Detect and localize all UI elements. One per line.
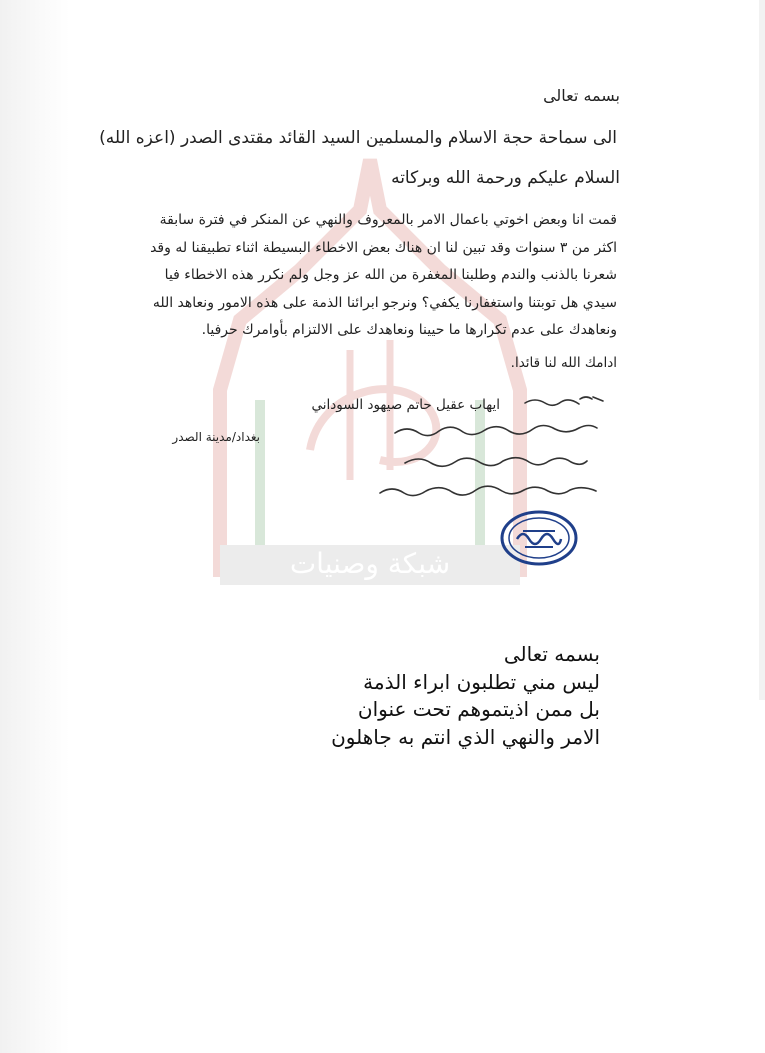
letter-greeting: السلام عليكم ورحمة الله وبركاته [391,168,620,188]
typed-reply-line: بسمه تعالى [503,642,600,666]
sender-name: ايهاب عقيل حاتم صيهود السوداني [311,397,500,413]
typed-reply-line: الامر والنهي الذي انتم به جاهلون [331,724,600,749]
typed-reply [331,641,600,751]
typed-reply-line: بل ممن اذيتموهم تحت عنوان [357,697,600,721]
typed-reply-line: ليس مني تطلبون ابراء الذمة [363,669,600,694]
letter-body-line: سيدي هل توبتنا واستغفارنا يكفي؟ ونرجو ابرائنا الذمة على هذه الامور ونعاهد الله [152,294,617,311]
letter-closing: ادامك الله لنا قائدا. [510,355,617,371]
letter-basmala: بسمه تعالى [543,86,620,105]
letter-body-line: قمت انا وبعض اخوتي باعمال الامر بالمعروف والنهي عن المنكر في فترة سابقة [159,212,617,228]
watermark-text: شبكة وصنيات [289,547,451,580]
handwritten-reply [375,385,620,510]
letter-body-line: شعرنا بالذنب والندم وطلبنا المغفرة من الله عز وجل ولم نكرر هذه الاخطاء فيا [164,267,617,283]
sender-place: بغداد/مدينة الصدر [172,430,260,444]
scan-shadow-left [0,0,70,1053]
official-stamp [499,509,579,567]
letter-addressee: الى سماحة حجة الاسلام والمسلمين السيد القائد مقتدى الصدر (اعزه الله) [99,128,617,148]
letter-body [87,207,617,345]
scan-shadow-right [759,0,765,700]
letter-body-line: اكثر من ٣ سنوات وقد تبين لنا ان هناك بعض الاخطاء البسيطة اثناء تطبيقنا له وقد [150,239,617,256]
letter-body-line: ونعاهدك على عدم تكرارها ما حيينا ونعاهدك على الالتزام بأوامرك حرفيا. [201,322,617,338]
